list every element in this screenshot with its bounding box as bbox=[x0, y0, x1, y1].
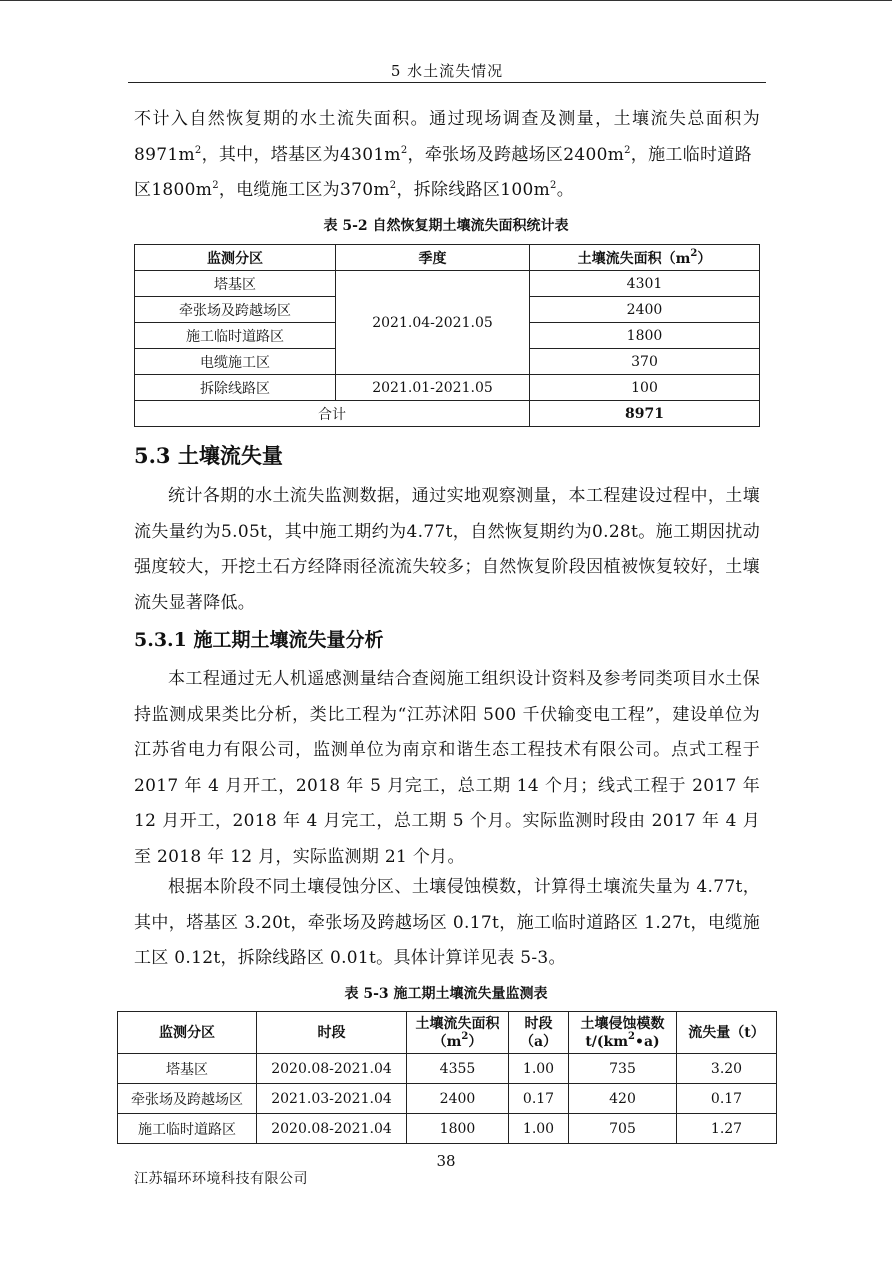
cell-area: 1800 bbox=[407, 1114, 509, 1144]
cell-area: 2400 bbox=[407, 1084, 509, 1114]
cell-period: 2021.03-2021.04 bbox=[257, 1084, 407, 1114]
cell-total-value: 8971 bbox=[530, 401, 760, 427]
cell-zone: 牵张场及跨越场区 bbox=[135, 297, 336, 323]
header-area: 土壤流失面积 $(m^2)$ bbox=[407, 1012, 509, 1054]
table-total-row bbox=[135, 401, 760, 427]
table-row bbox=[118, 1054, 777, 1084]
cell-modulus: 735 bbox=[569, 1054, 677, 1084]
footer-company-name: 江苏辐环环境科技有限公司 bbox=[134, 1171, 308, 1187]
section-5-3-heading: 5.3 土壤流失量 bbox=[134, 443, 283, 468]
section-5-3-paragraph: 统计各期的水土流失监测数据，通过实地观察测量，本工程建设过程中，土壤流失量约为5.05t，其中施工期约为4.77t，自然恢复期约为0.28t。施工期因扰动强度较大，开挖土石方经降雨径流流失较多；自然恢复阶段因植被恢复较好，土壤流失显著降低。 bbox=[134, 486, 760, 613]
cell-loss: 0.17 bbox=[677, 1084, 777, 1114]
section-5-3-1-heading: 5.3.1 施工期土壤流失量分析 bbox=[134, 629, 384, 651]
cell-period: 2021.01-2021.05 bbox=[336, 375, 530, 401]
table-header-row bbox=[118, 1012, 777, 1054]
header-zone: 监测分区 bbox=[118, 1012, 257, 1054]
header-loss: 流失量（t） bbox=[677, 1012, 777, 1054]
section-5-3-1-paragraph-2: 根据本阶段不同土壤侵蚀分区、土壤侵蚀模数，计算得土壤流失量为 4.77t，其中，塔基区 3.20t，牵张场及跨越场区 0.17t，施工临时道路区 1.27t，电缆施工区 0.12t，拆除线路区 0.01t。具体计算详见表 5-3。 bbox=[134, 877, 760, 968]
cell-area: 1800 bbox=[530, 323, 760, 349]
table-5-3 bbox=[117, 1011, 777, 1144]
table-5-3-caption: 表 5-3 施工期土壤流失量监测表 bbox=[344, 986, 548, 1002]
cell-area: 100 bbox=[530, 375, 760, 401]
cell-duration: 1.00 bbox=[509, 1114, 569, 1144]
cell-loss: 1.27 bbox=[677, 1114, 777, 1144]
table-5-2-caption: 表 5-2 自然恢复期土壤流失面积统计表 bbox=[323, 218, 569, 234]
cell-zone: 施工临时道路区 bbox=[135, 323, 336, 349]
header-period: 时段 bbox=[257, 1012, 407, 1054]
cell-area: 4355 bbox=[407, 1054, 509, 1084]
section-5-3-1-paragraph-1: 本工程通过无人机遥感测量结合查阅施工组织设计资料及参考同类项目水土保持监测成果类比分析，类比工程为“江苏沭阳 500 千伏输变电工程”，建设单位为江苏省电力有限公司，监测单位为南京和谐生态工程技术有限公司。点式工程于 2017 年 4 月开工，2018 年 5 月完工，总工期 14 个月；线式工程于 2017 年 12 月开工，2018 年 4 月完工，总工期 5 个月。实际监测时段由 2017 年 4 月至 2018 年 12 月，实际监测期 21 个月。 bbox=[134, 669, 760, 867]
header-quarter: 季度 bbox=[336, 245, 530, 271]
cell-modulus: 420 bbox=[569, 1084, 677, 1114]
table-row bbox=[118, 1084, 777, 1114]
header-duration: 时段 （a） bbox=[509, 1012, 569, 1054]
table-row bbox=[135, 271, 760, 297]
table-row bbox=[118, 1114, 777, 1144]
table-header-row bbox=[135, 245, 760, 271]
header-zone: 监测分区 bbox=[135, 245, 336, 271]
intro-paragraph: 不计入自然恢复期的水土流失面积。通过现场调查及测量，土壤流失总面积为$8971m^2$，其中，塔基区为$4301m^2$，牵张场及跨越场区$2400m^2$，施工临时道路 区$1800m^2$，电缆施工区为$370m^2$，拆除线路区$100m^2$。 bbox=[134, 109, 760, 200]
header-modulus: 土壤侵蚀模数 $t/(km^2•a)$ bbox=[569, 1012, 677, 1054]
cell-zone: 塔基区 bbox=[135, 271, 336, 297]
table-row bbox=[135, 375, 760, 401]
running-header: 5 水土流失情况 bbox=[390, 62, 504, 80]
cell-zone: 施工临时道路区 bbox=[118, 1114, 257, 1144]
cell-zone: 牵张场及跨越场区 bbox=[118, 1084, 257, 1114]
cell-area: 2400 bbox=[530, 297, 760, 323]
cell-duration: 1.00 bbox=[509, 1054, 569, 1084]
cell-total-label: 合计 bbox=[135, 401, 530, 427]
cell-zone: 塔基区 bbox=[118, 1054, 257, 1084]
cell-modulus: 705 bbox=[569, 1114, 677, 1144]
cell-loss: 3.20 bbox=[677, 1054, 777, 1084]
cell-duration: 0.17 bbox=[509, 1084, 569, 1114]
table-5-2 bbox=[134, 244, 760, 427]
cell-period: 2020.08-2021.04 bbox=[257, 1054, 407, 1084]
cell-period: 2020.08-2021.04 bbox=[257, 1114, 407, 1144]
cell-zone: 拆除线路区 bbox=[135, 375, 336, 401]
header-area: 土壤流失面积$(m^2)$ bbox=[530, 245, 760, 271]
cell-area: 4301 bbox=[530, 271, 760, 297]
page-number: 38 bbox=[436, 1152, 456, 1170]
cell-zone: 电缆施工区 bbox=[135, 349, 336, 375]
header-rule bbox=[128, 82, 766, 83]
cell-merged-period: 2021.04-2021.05 bbox=[336, 271, 530, 375]
top-border-line bbox=[0, 0, 892, 1]
cell-area: 370 bbox=[530, 349, 760, 375]
